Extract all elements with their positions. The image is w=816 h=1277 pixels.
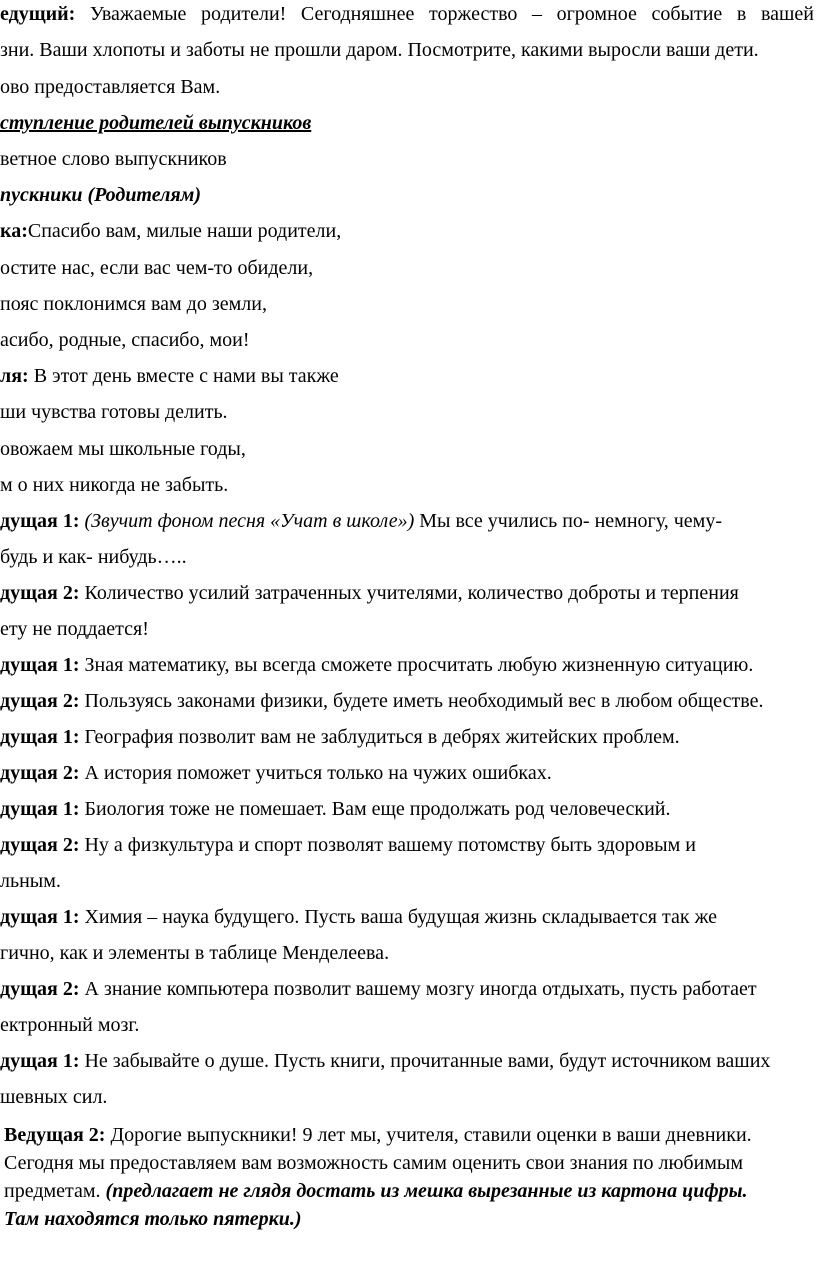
text-line: [0, 219, 341, 243]
text-line: [0, 2, 814, 26]
text-line: [0, 941, 389, 965]
line-text: гично, как и элементы в таблице Менделеева.: [0, 942, 390, 964]
text-line: [4, 1179, 748, 1203]
text-line: [0, 437, 246, 461]
speaker-label: дущая 1:: [0, 1050, 80, 1072]
text-line: [0, 473, 228, 497]
stage-direction: (предлагает не глядя достать из мешка вырезанные из картона цифры.: [105, 1180, 748, 1202]
line-text: Биология тоже не помешает. Вам еще продолжать род человеческий.: [79, 798, 671, 820]
text-line: [0, 653, 753, 677]
text-line: [0, 869, 61, 893]
speaker-label: Ведущая 2:: [4, 1124, 106, 1146]
line-text: пояс поклонимся вам до земли,: [0, 293, 267, 315]
speaker-label: дущая 1:: [0, 798, 80, 820]
line-text: Сегодня мы предоставляем вам возможность самим оценить свои знания по любимым: [4, 1152, 744, 1174]
text-line: [0, 75, 220, 99]
speaker-label: дущая 1:: [0, 906, 80, 928]
line-text: Спасибо вам, милые наши родители,: [27, 220, 342, 242]
text-line: [0, 328, 249, 352]
text-line: [0, 509, 722, 533]
line-text: Уважаемые родители! Сегодняшнее торжество – огромное событие в вашей: [75, 3, 814, 25]
line-text: Не забывайте о душе. Пусть книги, прочитанные вами, будут источником ваших: [79, 1050, 771, 1072]
line-text: Дорогие выпускники! 9 лет мы, учителя, ставили оценки в ваши дневники.: [105, 1124, 752, 1146]
line-text: Зная математику, вы всегда сможете просчитать любую жизненную ситуацию.: [79, 654, 754, 676]
line-text: ши чувства готовы делить.: [0, 401, 228, 423]
line-text: ветное слово выпускников: [0, 148, 227, 170]
line-text: А история поможет учиться только на чужих ошибках.: [79, 762, 552, 784]
line-text: Ну а физкультура и спорт позволят вашему потомству быть здоровым и: [79, 834, 696, 856]
line-text: овожаем мы школьные годы,: [0, 438, 246, 460]
speaker-label: дущая 1:: [0, 726, 80, 748]
text-line: [0, 183, 201, 207]
speaker-label: ля:: [0, 365, 29, 387]
line-text: ету не поддается!: [0, 618, 149, 640]
text-line: [0, 111, 311, 135]
stage-direction: (Звучит фоном песня «Учат в школе»): [79, 510, 415, 532]
line-text: предметам.: [4, 1180, 106, 1202]
speaker-label: дущая 2:: [0, 690, 80, 712]
line-text: шевных сил.: [0, 1086, 108, 1108]
speaker-label: дущая 2:: [0, 978, 80, 1000]
speaker-label: дущая 2:: [0, 762, 80, 784]
text-line: [4, 1207, 302, 1231]
line-text: зни. Ваши хлопоты и заботы не прошли даром. Посмотрите, какими выросли ваши дети.: [0, 39, 759, 61]
text-line: [0, 292, 267, 316]
line-text: асибо, родные, спасибо, мои!: [0, 329, 250, 351]
section-heading: пускники (Родителям): [0, 184, 202, 206]
text-line: [0, 147, 227, 171]
section-heading: ступление родителей выпускников: [0, 112, 312, 134]
stage-direction: Там находятся только пятерки.): [4, 1208, 302, 1230]
line-text: Пользуясь законами физики, будете иметь необходимый вес в любом обществе.: [79, 690, 764, 712]
text-line: [0, 1013, 139, 1037]
text-line: [0, 364, 339, 388]
line-text: будь и как- нибудь…..: [0, 546, 187, 568]
line-text: ово предоставляется Вам.: [0, 76, 221, 98]
speaker-label: дущая 2:: [0, 582, 80, 604]
line-text: Мы все учились по- немногу, чему-: [414, 510, 722, 532]
text-line: [0, 905, 717, 929]
line-text: Количество усилий затраченных учителями, количество доброты и терпения: [79, 582, 739, 604]
text-line: [0, 833, 696, 857]
line-text: ектронный мозг.: [0, 1014, 140, 1036]
text-line: [0, 977, 757, 1001]
line-text: остите нас, если вас чем-то обидели,: [0, 257, 314, 279]
speaker-label: дущая 2:: [0, 834, 80, 856]
text-line: [0, 400, 228, 424]
text-line: [4, 1123, 752, 1147]
speaker-label: ка:: [0, 220, 28, 242]
text-line: [0, 725, 680, 749]
speaker-label: едущий:: [0, 3, 76, 25]
text-line: [0, 1085, 107, 1109]
text-line: [0, 689, 763, 713]
text-line: [0, 256, 313, 280]
speaker-label: дущая 1:: [0, 654, 80, 676]
line-text: льным.: [0, 870, 61, 892]
line-text: А знание компьютера позволит вашему мозгу иногда отдыхать, пусть работает: [79, 978, 757, 1000]
line-text: Химия – наука будущего. Пусть ваша будущая жизнь складывается так же: [79, 906, 717, 928]
text-line: [4, 1151, 743, 1175]
text-line: [0, 617, 149, 641]
text-line: [0, 38, 759, 62]
line-text: География позволит вам не заблудиться в дебрях житейских проблем.: [79, 726, 680, 748]
speaker-label: дущая 1:: [0, 510, 80, 532]
line-text: В этот день вместе с нами вы также: [28, 365, 339, 387]
text-line: [0, 797, 670, 821]
text-line: [0, 761, 552, 785]
line-text: м о них никогда не забыть.: [0, 474, 229, 496]
text-line: [0, 545, 187, 569]
text-line: [0, 581, 739, 605]
text-line: [0, 1049, 770, 1073]
